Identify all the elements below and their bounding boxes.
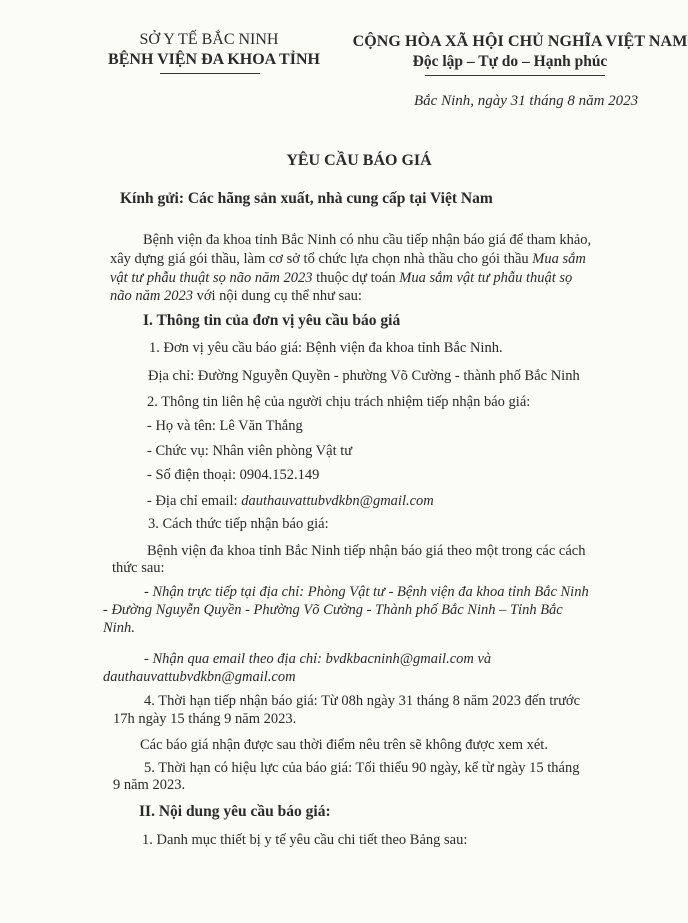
national-motto: Độc lập – Tự do – Hạnh phúc [412,53,608,70]
intro-line-2 [110,251,586,268]
issuer-underline [160,73,260,74]
intro-line-1: Bệnh viện đa khoa tỉnh Bắc Ninh có nhu cầu tiếp nhận báo giá để tham khảo, [143,232,592,248]
deadline-line-1: 4. Thời hạn tiếp nhận báo giá: Từ 08h ngày 31 tháng 8 năm 2023 đến trước [144,693,581,709]
package-name-part: Mua sắm [532,251,586,267]
estimate-name-part: não năm 2023 [110,288,193,304]
contact-info-heading: 2. Thông tin liên hệ của người chịu trách nhiệm tiếp nhận báo giá: [147,394,531,410]
email-delivery-line-2: dauthauvattubvdkbn@gmail.com [103,669,296,685]
intro-line-4 [110,288,362,305]
document-date: Bắc Ninh, ngày 31 tháng 8 năm 2023 [414,93,639,109]
estimate-name-part: Mua sắm vật tư phẫu thuật sọ [399,270,573,286]
section-2-heading: II. Nội dung yêu cầu báo giá: [139,803,331,820]
validity-line-2: 9 năm 2023. [113,777,186,793]
package-name-part: vật tư phẫu thuật sọ não năm 2023 [110,270,313,286]
intro-text: với nội dung cụ thể như sau: [192,288,362,304]
direct-delivery-line-3: Ninh. [103,620,135,636]
contact-phone: - Số điện thoại: 0904.152.149 [147,467,320,483]
issuer-hospital: BỆNH VIỆN ĐA KHOA TỈNH [108,51,320,68]
motto-underline [425,75,605,76]
document-title: YÊU CẦU BÁO GIÁ [286,152,432,169]
recipient-line: Kính gửi: Các hãng sản xuất, nhà cung cấp tại Việt Nam [120,190,493,207]
email-delivery-line-1: - Nhận qua email theo địa chỉ: bvdkbacninh@gmail.com và [144,651,492,667]
deadline-line-2: 17h ngày 15 tháng 9 năm 2023. [113,711,297,727]
direct-delivery-line-1: - Nhận trực tiếp tại địa chỉ: Phòng Vật tư - Bệnh viện đa khoa tỉnh Bắc Ninh [144,584,589,600]
methods-line-1: Bệnh viện đa khoa tỉnh Bắc Ninh tiếp nhận báo giá theo một trong các cách [147,543,586,559]
contact-position: - Chức vụ: Nhân viên phòng Vật tư [147,443,353,459]
late-submission-note: Các báo giá nhận được sau thời điểm nêu trên sẽ không được xem xét. [140,737,548,753]
intro-text: xây dựng giá gói thầu, làm cơ sở tổ chức lựa chọn nhà thầu cho gói thầu [110,251,533,267]
contact-email-line [147,493,434,510]
intro-text: thuộc dự toán [312,270,400,286]
section-1-heading: I. Thông tin của đơn vị yêu cầu báo giá [143,312,401,329]
contact-name: - Họ và tên: Lê Văn Thắng [147,418,303,434]
issuer-department: SỞ Y TẾ BẮC NINH [139,31,279,48]
email-label: - Địa chỉ email: [147,493,242,509]
national-title: CỘNG HÒA XÃ HỘI CHỦ NGHĨA VIỆT NAM [352,33,688,50]
receive-method-heading: 3. Cách thức tiếp nhận báo giá: [148,516,329,532]
requester-unit: 1. Đơn vị yêu cầu báo giá: Bệnh viện đa khoa tỉnh Bắc Ninh. [149,340,503,356]
equipment-list-item: 1. Danh mục thiết bị y tế yêu cầu chi tiết theo Bảng sau: [142,832,468,848]
methods-line-2: thức sau: [112,560,165,576]
requester-address: Địa chỉ: Đường Nguyễn Quyền - phường Võ Cường - thành phố Bắc Ninh [148,368,580,384]
contact-email: dauthauvattubvdkbn@gmail.com [241,493,434,509]
intro-line-3 [110,270,572,287]
validity-line-1: 5. Thời hạn có hiệu lực của báo giá: Tối thiểu 90 ngày, kể từ ngày 15 tháng [144,760,580,776]
direct-delivery-line-2: - Đường Nguyễn Quyền - Phường Võ Cường - Thành phố Bắc Ninh – Tỉnh Bắc [103,602,563,618]
